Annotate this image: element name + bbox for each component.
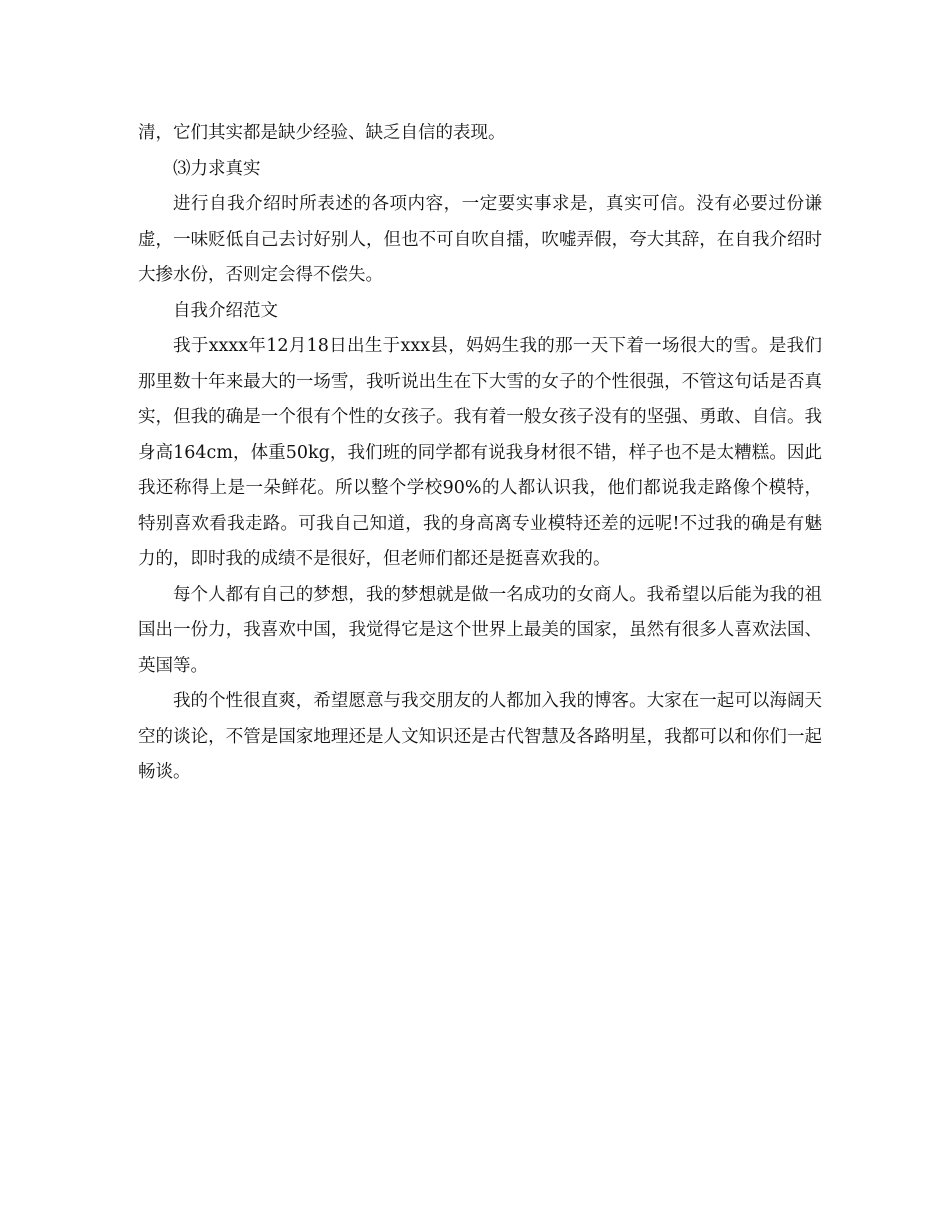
paragraph-dream: 每个人都有自己的梦想，我的梦想就是做一名成功的女商人。我希望以后能为我的祖国出一份力，我喜欢中国，我觉得它是这个世界上最美的国家，虽然有很多人喜欢法国、英国等。 — [138, 584, 822, 676]
document-page — [138, 116, 822, 791]
paragraph-truthful: 进行自我介绍时所表述的各项内容，一定要实事求是，真实可信。没有必要过份谦虚，一味贬低自己去讨好别人，但也不可自吹自擂，吹嘘弄假，夸大其辞，在自我介绍时大掺水份，否则定会得不偿失。 — [138, 194, 822, 285]
paragraph-personality: 我的个性很直爽，希望愿意与我交朋友的人都加入我的博客。大家在一起可以海阔天空的谈论，不管是国家地理还是人文知识还是古代智慧及各路明星，我都可以和你们一起畅谈。 — [138, 691, 822, 782]
section-heading-truthful: ⑶力求真实 — [173, 158, 261, 179]
section-heading-sample: 自我介绍范文 — [173, 300, 278, 321]
paragraph-continuation: 清，它们其实都是缺少经验、缺乏自信的表现。 — [138, 123, 506, 143]
paragraph-birth: 我于xxxx年12月18日出生于xxx县，妈妈生我的那一天下着一场很大的雪。是我们那里数十年来最大的一场雪，我听说出生在下大雪的女子的个性很强，不管这句话是否真实，但我的确是一个很有个性的女孩子。我有着一般女孩子没有的坚强、勇敢、自信。我身高164cm，体重50kg，我们班的同学都有说我身材很不错，样子也不是太糟糕。因此我还称得上是一朵鲜花。所以整个学校90%的人都认识我，他们都说我走路像个模特，特别喜欢看我走路。可我自己知道，我的身高离专业模特还差的远呢!不过我的确是有魅力的，即时我的成绩不是很好，但老师们都还是挺喜欢我的。 — [138, 336, 822, 569]
